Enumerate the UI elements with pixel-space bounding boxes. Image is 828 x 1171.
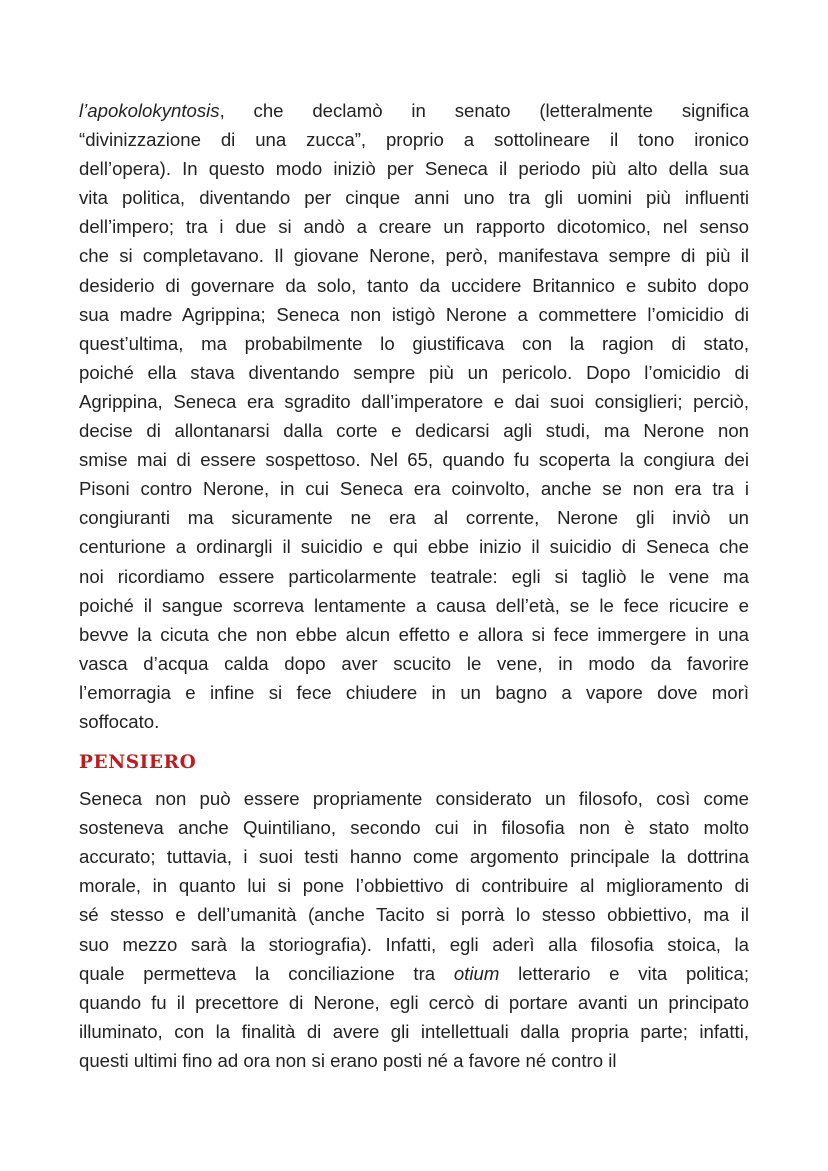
text-line	[79, 959, 749, 988]
text-run: questi ultimi fino ad ora non si erano posti né a favore né contro il	[79, 1049, 617, 1071]
text-line	[79, 1017, 749, 1046]
text-line	[79, 649, 749, 678]
text-line	[79, 212, 749, 241]
text-run: letterario e vita politica;	[499, 962, 749, 984]
text-line	[79, 445, 749, 474]
text-run: quest’ultima, ma probabilmente lo giustificava con la ragion di stato,	[79, 332, 749, 354]
text-line	[79, 387, 749, 416]
italic-text: l’apokolokyntosis	[79, 100, 220, 121]
text-run: Seneca non può essere propriamente considerato un filosofo, così come	[79, 788, 749, 810]
page-content	[79, 96, 749, 1075]
section-heading: PENSIERO	[79, 752, 197, 774]
text-line	[79, 300, 749, 329]
text-line	[79, 532, 749, 561]
text-run: morale, in quanto lui si pone l’obbiettivo di contribuire al miglioramento di	[79, 875, 749, 897]
text-line	[79, 900, 749, 929]
text-run: vita politica, diventando per cinque anni uno tra gli uomini più influenti	[79, 187, 749, 209]
text-run: bevve la cicuta che non ebbe alcun effetto e allora si fece immergere in una	[79, 623, 749, 645]
text-run: dell’opera). In questo modo iniziò per Seneca il periodo più alto della sua	[79, 158, 749, 180]
text-line	[79, 784, 749, 813]
text-run: decise di allontanarsi dalla corte e dedicarsi agli studi, ma Nerone non	[79, 420, 749, 442]
text-run: vasca d’acqua calda dopo aver scucito le vene, in modo da favorire	[79, 652, 749, 674]
text-line	[79, 930, 749, 959]
text-run: poiché il sangue scorreva lentamente a causa dell’età, se le fece ricucire e	[79, 594, 749, 616]
text-run: desiderio di governare da solo, tanto da uccidere Britannico e subito dopo	[79, 274, 749, 296]
text-run: noi ricordiamo essere particolarmente teatrale: egli si tagliò le vene ma	[79, 565, 749, 587]
text-line	[79, 241, 749, 270]
text-line	[79, 154, 749, 183]
text-run: sosteneva anche Quintiliano, secondo cui in filosofia non è stato molto	[79, 817, 749, 839]
text-line	[79, 1046, 749, 1075]
text-line	[79, 329, 749, 358]
text-line	[79, 988, 749, 1017]
text-run: dell’impero; tra i due si andò a creare un rapporto dicotomico, nel senso	[79, 216, 749, 238]
text-run: suo mezzo sarà la storiografia). Infatti, egli aderì alla filosofia stoica, la	[79, 933, 749, 955]
text-line	[79, 271, 749, 300]
text-run: sua madre Agrippina; Seneca non istigò Nerone a commettere l’omicidio di	[79, 303, 749, 325]
text-line	[79, 96, 749, 125]
text-run: quale permetteva la conciliazione tra	[79, 962, 454, 984]
text-line	[79, 125, 749, 154]
italic-text: otium	[453, 962, 500, 984]
biography-paragraph	[79, 96, 749, 736]
text-line	[79, 871, 749, 900]
text-run: centurione a ordinargli il suicidio e qui ebbe inizio il suicidio di Seneca che	[79, 536, 749, 558]
text-run: quando fu il precettore di Nerone, egli cercò di portare avanti un principato	[79, 991, 749, 1013]
text-run: congiuranti ma sicuramente ne era al corrente, Nerone gli inviò un	[79, 507, 749, 529]
thought-paragraph	[79, 784, 749, 1075]
text-line	[79, 678, 749, 707]
text-run: , che declamò in senato (letteralmente significa	[219, 100, 749, 121]
text-run: poiché ella stava diventando sempre più un pericolo. Dopo l’omicidio di	[79, 361, 749, 383]
text-run: che si completavano. Il giovane Nerone, però, manifestava sempre di più il	[79, 245, 749, 267]
text-run: sé stesso e dell’umanità (anche Tacito si porrà lo stesso obbiettivo, ma il	[79, 904, 749, 926]
text-line	[79, 620, 749, 649]
text-line	[79, 591, 749, 620]
text-line	[79, 503, 749, 532]
text-line	[79, 707, 749, 736]
text-run: l’emorragia e infine si fece chiudere in un bagno a vapore dove morì	[79, 681, 749, 703]
text-line	[79, 416, 749, 445]
text-run: smise mai di essere sospettoso. Nel 65, quando fu scoperta la congiura dei	[79, 449, 749, 471]
text-line	[79, 183, 749, 212]
text-line	[79, 842, 749, 871]
text-line	[79, 474, 749, 503]
text-line	[79, 562, 749, 591]
text-run: Pisoni contro Nerone, in cui Seneca era coinvolto, anche se non era tra i	[79, 478, 749, 500]
text-run: Agrippina, Seneca era sgradito dall’imperatore e dai suoi consiglieri; perciò,	[79, 390, 749, 412]
text-run: illuminato, con la finalità di avere gli intellettuali dalla propria parte; infatti,	[79, 1020, 749, 1042]
text-run: “divinizzazione di una zucca”, proprio a sottolineare il tono ironico	[79, 129, 749, 151]
text-line	[79, 358, 749, 387]
text-run: soffocato.	[79, 710, 160, 732]
text-run: accurato; tuttavia, i suoi testi hanno come argomento principale la dottrina	[79, 846, 749, 868]
text-line	[79, 813, 749, 842]
